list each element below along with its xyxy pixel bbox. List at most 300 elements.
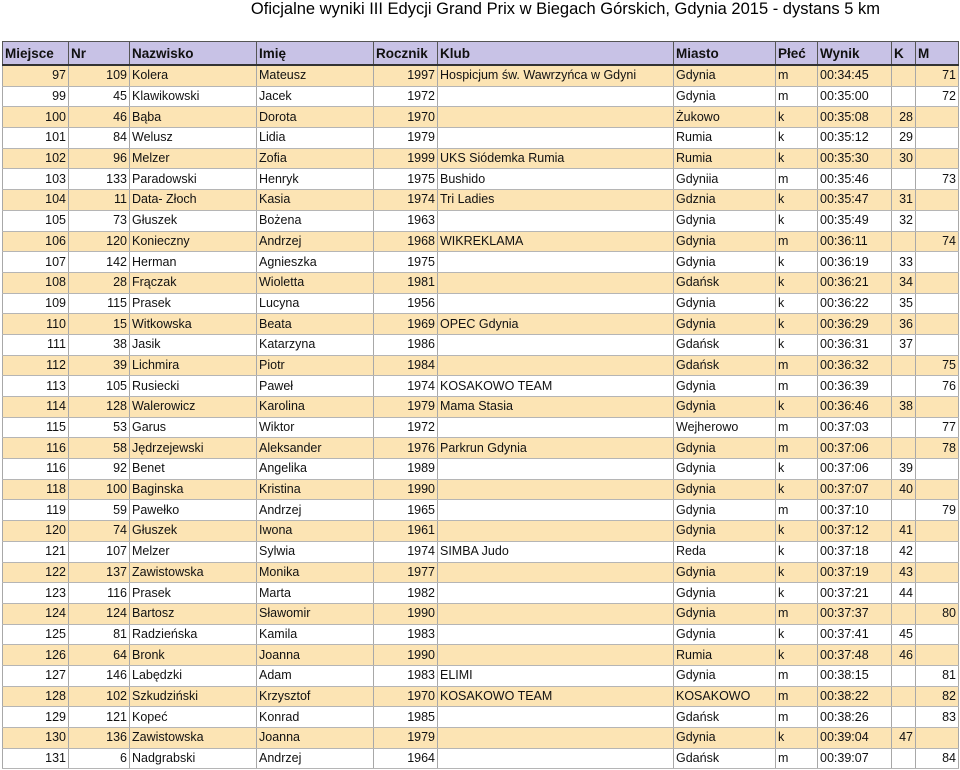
cell-k: 42 bbox=[892, 541, 916, 562]
cell-city: Gdynia bbox=[674, 728, 776, 749]
cell-sex: k bbox=[776, 252, 818, 273]
cell-club bbox=[438, 583, 674, 604]
cell-place: 129 bbox=[3, 707, 69, 728]
table-row bbox=[3, 583, 959, 604]
cell-first-name: Agnieszka bbox=[257, 252, 374, 273]
cell-m bbox=[916, 583, 959, 604]
cell-city: Gdańsk bbox=[674, 707, 776, 728]
cell-city: Gdynia bbox=[674, 459, 776, 480]
cell-k bbox=[892, 231, 916, 252]
cell-surname: Paradowski bbox=[130, 169, 257, 190]
cell-surname: Konieczny bbox=[130, 231, 257, 252]
cell-surname: Jasik bbox=[130, 334, 257, 355]
cell-m: 75 bbox=[916, 355, 959, 376]
cell-k bbox=[892, 65, 916, 86]
cell-nr: 124 bbox=[69, 603, 130, 624]
cell-place: 119 bbox=[3, 500, 69, 521]
cell-m: 84 bbox=[916, 748, 959, 769]
cell-sex: m bbox=[776, 417, 818, 438]
column-header-result: Wynik bbox=[818, 42, 892, 66]
cell-club bbox=[438, 210, 674, 231]
cell-surname: Witkowska bbox=[130, 314, 257, 335]
cell-k: 38 bbox=[892, 397, 916, 418]
table-row bbox=[3, 624, 959, 645]
cell-place: 102 bbox=[3, 148, 69, 169]
cell-first-name: Kasia bbox=[257, 190, 374, 211]
cell-first-name: Adam bbox=[257, 665, 374, 686]
column-header-m: M bbox=[916, 42, 959, 66]
column-header-club: Klub bbox=[438, 42, 674, 66]
table-row bbox=[3, 645, 959, 666]
table-row bbox=[3, 397, 959, 418]
cell-birth-year: 1982 bbox=[374, 583, 438, 604]
cell-m: 81 bbox=[916, 665, 959, 686]
cell-place: 97 bbox=[3, 65, 69, 86]
cell-birth-year: 1979 bbox=[374, 728, 438, 749]
cell-k: 29 bbox=[892, 128, 916, 149]
cell-club: WIKREKLAMA bbox=[438, 231, 674, 252]
cell-city: Gdańsk bbox=[674, 748, 776, 769]
cell-sex: k bbox=[776, 128, 818, 149]
cell-city: Gdynia bbox=[674, 583, 776, 604]
column-header-place: Miejsce bbox=[3, 42, 69, 66]
cell-result: 00:35:12 bbox=[818, 128, 892, 149]
cell-place: 109 bbox=[3, 293, 69, 314]
table-row bbox=[3, 500, 959, 521]
cell-result: 00:37:12 bbox=[818, 521, 892, 542]
cell-result: 00:35:00 bbox=[818, 86, 892, 107]
cell-k bbox=[892, 686, 916, 707]
table-row bbox=[3, 459, 959, 480]
cell-city: Gdynia bbox=[674, 314, 776, 335]
cell-place: 126 bbox=[3, 645, 69, 666]
cell-birth-year: 1972 bbox=[374, 417, 438, 438]
cell-m: 77 bbox=[916, 417, 959, 438]
cell-nr: 146 bbox=[69, 665, 130, 686]
cell-k: 47 bbox=[892, 728, 916, 749]
cell-nr: 120 bbox=[69, 231, 130, 252]
table-row bbox=[3, 665, 959, 686]
cell-place: 115 bbox=[3, 417, 69, 438]
cell-surname: Zawistowska bbox=[130, 728, 257, 749]
cell-m bbox=[916, 562, 959, 583]
cell-m bbox=[916, 190, 959, 211]
cell-m: 76 bbox=[916, 376, 959, 397]
cell-birth-year: 1984 bbox=[374, 355, 438, 376]
table-row bbox=[3, 148, 959, 169]
cell-result: 00:34:45 bbox=[818, 65, 892, 86]
cell-nr: 11 bbox=[69, 190, 130, 211]
cell-club bbox=[438, 645, 674, 666]
cell-city: Gdynia bbox=[674, 665, 776, 686]
cell-first-name: Lucyna bbox=[257, 293, 374, 314]
cell-sex: m bbox=[776, 376, 818, 397]
cell-birth-year: 1956 bbox=[374, 293, 438, 314]
cell-surname: Data- Złoch bbox=[130, 190, 257, 211]
cell-nr: 96 bbox=[69, 148, 130, 169]
cell-result: 00:37:41 bbox=[818, 624, 892, 645]
cell-place: 114 bbox=[3, 397, 69, 418]
cell-sex: k bbox=[776, 521, 818, 542]
cell-k: 41 bbox=[892, 521, 916, 542]
cell-first-name: Katarzyna bbox=[257, 334, 374, 355]
cell-city: Gdańsk bbox=[674, 334, 776, 355]
cell-place: 108 bbox=[3, 272, 69, 293]
cell-birth-year: 1981 bbox=[374, 272, 438, 293]
cell-result: 00:36:39 bbox=[818, 376, 892, 397]
cell-surname: Kolera bbox=[130, 65, 257, 86]
cell-place: 128 bbox=[3, 686, 69, 707]
cell-m: 72 bbox=[916, 86, 959, 107]
cell-k: 33 bbox=[892, 252, 916, 273]
cell-nr: 121 bbox=[69, 707, 130, 728]
table-row bbox=[3, 479, 959, 500]
cell-nr: 39 bbox=[69, 355, 130, 376]
cell-m bbox=[916, 252, 959, 273]
cell-result: 00:37:07 bbox=[818, 479, 892, 500]
cell-club bbox=[438, 603, 674, 624]
cell-sex: m bbox=[776, 169, 818, 190]
cell-k: 46 bbox=[892, 645, 916, 666]
cell-result: 00:37:48 bbox=[818, 645, 892, 666]
table-row bbox=[3, 252, 959, 273]
cell-birth-year: 1989 bbox=[374, 459, 438, 480]
cell-sex: m bbox=[776, 65, 818, 86]
cell-city: Rumia bbox=[674, 645, 776, 666]
cell-k bbox=[892, 748, 916, 769]
cell-sex: k bbox=[776, 210, 818, 231]
cell-place: 116 bbox=[3, 438, 69, 459]
cell-nr: 116 bbox=[69, 583, 130, 604]
cell-k: 39 bbox=[892, 459, 916, 480]
cell-sex: k bbox=[776, 479, 818, 500]
cell-place: 101 bbox=[3, 128, 69, 149]
cell-birth-year: 1975 bbox=[374, 169, 438, 190]
cell-surname: Pawełko bbox=[130, 500, 257, 521]
cell-nr: 102 bbox=[69, 686, 130, 707]
cell-surname: Prasek bbox=[130, 293, 257, 314]
cell-result: 00:37:37 bbox=[818, 603, 892, 624]
cell-result: 00:38:15 bbox=[818, 665, 892, 686]
table-row bbox=[3, 603, 959, 624]
cell-m: 71 bbox=[916, 65, 959, 86]
cell-birth-year: 1990 bbox=[374, 603, 438, 624]
cell-sex: k bbox=[776, 148, 818, 169]
cell-surname: Welusz bbox=[130, 128, 257, 149]
table-row bbox=[3, 417, 959, 438]
cell-birth-year: 1977 bbox=[374, 562, 438, 583]
cell-k bbox=[892, 86, 916, 107]
cell-surname: Bronk bbox=[130, 645, 257, 666]
cell-sex: k bbox=[776, 728, 818, 749]
cell-nr: 142 bbox=[69, 252, 130, 273]
table-row bbox=[3, 541, 959, 562]
cell-m bbox=[916, 107, 959, 128]
cell-club: ELIMI bbox=[438, 665, 674, 686]
cell-k: 44 bbox=[892, 583, 916, 604]
table-row bbox=[3, 231, 959, 252]
cell-m: 73 bbox=[916, 169, 959, 190]
cell-k: 43 bbox=[892, 562, 916, 583]
cell-birth-year: 1961 bbox=[374, 521, 438, 542]
cell-place: 118 bbox=[3, 479, 69, 500]
column-header-surname: Nazwisko bbox=[130, 42, 257, 66]
cell-first-name: Wiktor bbox=[257, 417, 374, 438]
cell-result: 00:37:06 bbox=[818, 459, 892, 480]
cell-nr: 128 bbox=[69, 397, 130, 418]
cell-result: 00:39:07 bbox=[818, 748, 892, 769]
cell-m bbox=[916, 459, 959, 480]
column-header-sex: Płeć bbox=[776, 42, 818, 66]
table-row bbox=[3, 707, 959, 728]
cell-first-name: Sylwia bbox=[257, 541, 374, 562]
cell-result: 00:37:21 bbox=[818, 583, 892, 604]
cell-first-name: Wioletta bbox=[257, 272, 374, 293]
cell-m bbox=[916, 397, 959, 418]
cell-nr: 107 bbox=[69, 541, 130, 562]
cell-place: 125 bbox=[3, 624, 69, 645]
cell-city: Gdynia bbox=[674, 252, 776, 273]
page-title: Oficjalne wyniki III Edycji Grand Prix w Biegach Górskich, Gdynia 2015 - dystans 5 km bbox=[250, 0, 880, 18]
cell-club bbox=[438, 521, 674, 542]
cell-k: 32 bbox=[892, 210, 916, 231]
cell-m bbox=[916, 148, 959, 169]
cell-sex: k bbox=[776, 272, 818, 293]
cell-result: 00:36:22 bbox=[818, 293, 892, 314]
cell-m: 79 bbox=[916, 500, 959, 521]
cell-birth-year: 1972 bbox=[374, 86, 438, 107]
cell-birth-year: 1974 bbox=[374, 376, 438, 397]
cell-club: Tri Ladies bbox=[438, 190, 674, 211]
cell-first-name: Konrad bbox=[257, 707, 374, 728]
table-row bbox=[3, 728, 959, 749]
cell-birth-year: 1985 bbox=[374, 707, 438, 728]
cell-nr: 109 bbox=[69, 65, 130, 86]
cell-surname: Baginska bbox=[130, 479, 257, 500]
cell-surname: Głuszek bbox=[130, 210, 257, 231]
cell-place: 103 bbox=[3, 169, 69, 190]
cell-city: Gdynia bbox=[674, 438, 776, 459]
cell-sex: m bbox=[776, 748, 818, 769]
cell-first-name: Andrzej bbox=[257, 748, 374, 769]
cell-city: Gdynia bbox=[674, 624, 776, 645]
table-row bbox=[3, 272, 959, 293]
cell-surname: Walerowicz bbox=[130, 397, 257, 418]
cell-club: KOSAKOWO TEAM bbox=[438, 376, 674, 397]
cell-sex: m bbox=[776, 86, 818, 107]
cell-club bbox=[438, 107, 674, 128]
cell-m bbox=[916, 334, 959, 355]
cell-nr: 84 bbox=[69, 128, 130, 149]
cell-nr: 15 bbox=[69, 314, 130, 335]
cell-birth-year: 1964 bbox=[374, 748, 438, 769]
cell-city: Gdynia bbox=[674, 231, 776, 252]
cell-first-name: Kamila bbox=[257, 624, 374, 645]
cell-place: 123 bbox=[3, 583, 69, 604]
cell-result: 00:36:32 bbox=[818, 355, 892, 376]
results-table bbox=[2, 41, 959, 769]
column-header-birth-year: Rocznik bbox=[374, 42, 438, 66]
table-row bbox=[3, 190, 959, 211]
column-header-city: Miasto bbox=[674, 42, 776, 66]
cell-birth-year: 1968 bbox=[374, 231, 438, 252]
cell-result: 00:37:19 bbox=[818, 562, 892, 583]
cell-city: Gdynia bbox=[674, 210, 776, 231]
table-row bbox=[3, 521, 959, 542]
cell-surname: Lichmira bbox=[130, 355, 257, 376]
cell-result: 00:37:06 bbox=[818, 438, 892, 459]
cell-city: Gdynia bbox=[674, 293, 776, 314]
table-row bbox=[3, 376, 959, 397]
results-body bbox=[3, 65, 959, 769]
cell-sex: k bbox=[776, 314, 818, 335]
cell-surname: Kopeć bbox=[130, 707, 257, 728]
cell-nr: 92 bbox=[69, 459, 130, 480]
cell-first-name: Karolina bbox=[257, 397, 374, 418]
cell-surname: Labędzki bbox=[130, 665, 257, 686]
cell-city: Gdynia bbox=[674, 521, 776, 542]
cell-k bbox=[892, 665, 916, 686]
cell-place: 131 bbox=[3, 748, 69, 769]
cell-m bbox=[916, 272, 959, 293]
column-header-first-name: Imię bbox=[257, 42, 374, 66]
cell-sex: m bbox=[776, 707, 818, 728]
cell-first-name: Dorota bbox=[257, 107, 374, 128]
cell-city: Gdynia bbox=[674, 65, 776, 86]
cell-place: 121 bbox=[3, 541, 69, 562]
cell-birth-year: 1974 bbox=[374, 541, 438, 562]
table-row bbox=[3, 86, 959, 107]
cell-first-name: Piotr bbox=[257, 355, 374, 376]
table-row bbox=[3, 334, 959, 355]
cell-birth-year: 1970 bbox=[374, 107, 438, 128]
cell-first-name: Sławomir bbox=[257, 603, 374, 624]
cell-nr: 133 bbox=[69, 169, 130, 190]
cell-result: 00:36:29 bbox=[818, 314, 892, 335]
cell-club bbox=[438, 624, 674, 645]
cell-club bbox=[438, 728, 674, 749]
cell-place: 116 bbox=[3, 459, 69, 480]
cell-nr: 53 bbox=[69, 417, 130, 438]
cell-birth-year: 1974 bbox=[374, 190, 438, 211]
cell-surname: Prasek bbox=[130, 583, 257, 604]
table-row bbox=[3, 748, 959, 769]
cell-result: 00:36:31 bbox=[818, 334, 892, 355]
cell-nr: 6 bbox=[69, 748, 130, 769]
cell-place: 100 bbox=[3, 107, 69, 128]
cell-sex: k bbox=[776, 583, 818, 604]
cell-place: 130 bbox=[3, 728, 69, 749]
cell-city: Gdynia bbox=[674, 500, 776, 521]
cell-birth-year: 1975 bbox=[374, 252, 438, 273]
cell-sex: k bbox=[776, 293, 818, 314]
table-row bbox=[3, 562, 959, 583]
cell-nr: 45 bbox=[69, 86, 130, 107]
cell-sex: m bbox=[776, 355, 818, 376]
cell-first-name: Paweł bbox=[257, 376, 374, 397]
cell-city: Gdyniia bbox=[674, 169, 776, 190]
cell-k bbox=[892, 376, 916, 397]
cell-city: Gdznia bbox=[674, 190, 776, 211]
cell-club bbox=[438, 459, 674, 480]
cell-club bbox=[438, 748, 674, 769]
cell-sex: m bbox=[776, 500, 818, 521]
cell-m bbox=[916, 521, 959, 542]
cell-birth-year: 1990 bbox=[374, 479, 438, 500]
cell-club: UKS Siódemka Rumia bbox=[438, 148, 674, 169]
table-row bbox=[3, 355, 959, 376]
cell-club bbox=[438, 272, 674, 293]
cell-result: 00:36:11 bbox=[818, 231, 892, 252]
cell-city: Gdańsk bbox=[674, 272, 776, 293]
cell-club: Bushido bbox=[438, 169, 674, 190]
cell-k: 37 bbox=[892, 334, 916, 355]
cell-birth-year: 1979 bbox=[374, 397, 438, 418]
cell-place: 105 bbox=[3, 210, 69, 231]
cell-m bbox=[916, 479, 959, 500]
cell-first-name: Monika bbox=[257, 562, 374, 583]
cell-surname: Bąba bbox=[130, 107, 257, 128]
cell-k: 28 bbox=[892, 107, 916, 128]
cell-place: 106 bbox=[3, 231, 69, 252]
cell-first-name: Jacek bbox=[257, 86, 374, 107]
cell-nr: 38 bbox=[69, 334, 130, 355]
cell-city: Wejherowo bbox=[674, 417, 776, 438]
cell-nr: 64 bbox=[69, 645, 130, 666]
cell-k bbox=[892, 500, 916, 521]
cell-city: Gdynia bbox=[674, 562, 776, 583]
cell-birth-year: 1983 bbox=[374, 624, 438, 645]
cell-first-name: Aleksander bbox=[257, 438, 374, 459]
cell-city: Gdynia bbox=[674, 397, 776, 418]
cell-nr: 115 bbox=[69, 293, 130, 314]
cell-birth-year: 1969 bbox=[374, 314, 438, 335]
cell-first-name: Marta bbox=[257, 583, 374, 604]
cell-sex: k bbox=[776, 107, 818, 128]
cell-club bbox=[438, 252, 674, 273]
cell-club bbox=[438, 417, 674, 438]
cell-sex: k bbox=[776, 562, 818, 583]
cell-m: 82 bbox=[916, 686, 959, 707]
cell-result: 00:37:03 bbox=[818, 417, 892, 438]
cell-city: Reda bbox=[674, 541, 776, 562]
column-header-nr: Nr bbox=[69, 42, 130, 66]
cell-surname: Klawikowski bbox=[130, 86, 257, 107]
cell-birth-year: 1965 bbox=[374, 500, 438, 521]
cell-club bbox=[438, 500, 674, 521]
cell-surname: Jędrzejewski bbox=[130, 438, 257, 459]
cell-first-name: Kristina bbox=[257, 479, 374, 500]
cell-club bbox=[438, 562, 674, 583]
cell-m: 78 bbox=[916, 438, 959, 459]
cell-nr: 59 bbox=[69, 500, 130, 521]
cell-result: 00:38:22 bbox=[818, 686, 892, 707]
cell-first-name: Mateusz bbox=[257, 65, 374, 86]
cell-m bbox=[916, 541, 959, 562]
cell-m bbox=[916, 624, 959, 645]
cell-result: 00:37:10 bbox=[818, 500, 892, 521]
cell-result: 00:36:19 bbox=[818, 252, 892, 273]
cell-first-name: Beata bbox=[257, 314, 374, 335]
cell-m: 80 bbox=[916, 603, 959, 624]
cell-result: 00:35:46 bbox=[818, 169, 892, 190]
cell-birth-year: 1963 bbox=[374, 210, 438, 231]
cell-nr: 73 bbox=[69, 210, 130, 231]
cell-m bbox=[916, 210, 959, 231]
table-row bbox=[3, 107, 959, 128]
cell-sex: k bbox=[776, 397, 818, 418]
cell-city: Gdynia bbox=[674, 603, 776, 624]
